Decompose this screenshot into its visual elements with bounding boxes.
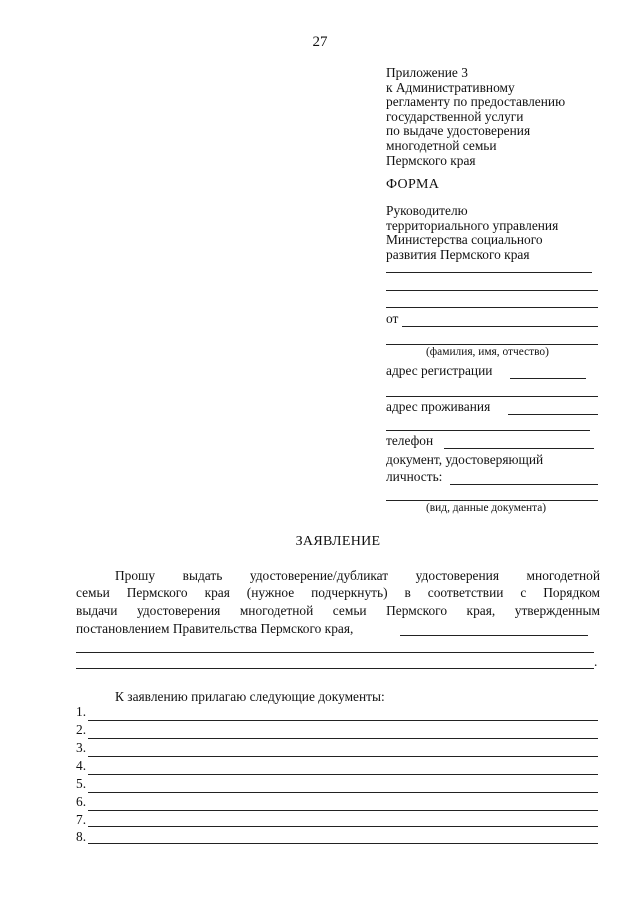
addressee-blank-line[interactable] <box>386 272 592 273</box>
attachment-number: 6. <box>76 794 87 809</box>
statement-field-line-2[interactable] <box>76 668 594 669</box>
id-doc-label-2: личность: <box>386 469 443 484</box>
attachment-number: 2. <box>76 722 87 737</box>
form-title: ФОРМА <box>386 177 440 192</box>
addressee-line: развития Пермского края <box>386 246 530 262</box>
fio-hint: (фамилия, имя, отчество) <box>426 346 549 358</box>
reg-address-field-line-2[interactable] <box>386 396 598 397</box>
statement-line: Прошу выдать удостоверение/дубликат удостоверения многодетной <box>115 568 600 583</box>
live-address-field-line-2[interactable] <box>386 430 590 431</box>
phone-label: телефон <box>386 433 434 448</box>
annex-line: регламенту по предоставлению <box>386 94 566 110</box>
reg-address-label: адрес регистрации <box>386 363 493 378</box>
phone-field-line[interactable] <box>444 448 594 449</box>
from-label: от <box>386 311 399 326</box>
annex-line: государственной услуги <box>386 108 524 124</box>
fio-field-line[interactable] <box>386 344 598 345</box>
statement-end-dot: . <box>594 654 598 669</box>
from-field-line[interactable] <box>402 326 598 327</box>
annex-block <box>386 66 626 168</box>
addressee-line: территориального управления <box>386 217 559 233</box>
resolution-field-line[interactable] <box>400 635 588 636</box>
attachment-number: 7. <box>76 812 87 827</box>
attachments-intro: К заявлению прилагаю следующие документы: <box>115 689 385 704</box>
statement-field-line[interactable] <box>76 652 594 653</box>
attachment-line[interactable] <box>88 826 598 827</box>
attachment-number: 3. <box>76 740 87 755</box>
annex-line: к Административному <box>386 79 515 95</box>
attachment-number: 1. <box>76 704 87 719</box>
attachment-line[interactable] <box>88 843 598 844</box>
annex-line: Приложение 3 <box>386 65 468 80</box>
addressee-line: Министерства социального <box>386 232 543 248</box>
id-doc-field-line[interactable] <box>450 484 598 485</box>
id-doc-label: документ, удостоверяющий <box>386 452 544 467</box>
id-doc-field-line-2[interactable] <box>386 500 598 501</box>
statement-line: семьи Пермского края (нужное подчеркнуть) в соответствии с Порядком <box>76 585 600 600</box>
attachment-number: 4. <box>76 758 87 773</box>
statement-line: постановлением Правительства Пермского края, <box>76 621 354 636</box>
id-doc-hint: (вид, данные документа) <box>426 502 547 514</box>
live-address-label: адрес проживания <box>386 399 491 414</box>
reg-address-field-line[interactable] <box>510 378 586 379</box>
annex-line: по выдаче удостоверения <box>386 123 531 139</box>
attachment-number: 5. <box>76 776 87 791</box>
attachment-line[interactable] <box>88 756 598 757</box>
annex-line: многодетной семьи <box>386 137 497 153</box>
addressee-line: Руководителю <box>386 203 468 218</box>
attachment-line[interactable] <box>88 720 598 721</box>
addressee-block <box>386 204 626 262</box>
attachment-number: 8. <box>76 829 87 844</box>
page-number: 27 <box>312 34 328 50</box>
live-address-field-line[interactable] <box>508 414 598 415</box>
attachment-line[interactable] <box>88 738 598 739</box>
annex-line: Пермского края <box>386 152 476 168</box>
addressee-blank-line[interactable] <box>386 290 598 291</box>
statement-line: выдачи удостоверения многодетной семьи Пермского края, утвержденным <box>76 603 600 618</box>
attachment-line[interactable] <box>88 774 598 775</box>
attachment-line[interactable] <box>88 810 598 811</box>
attachment-line[interactable] <box>88 792 598 793</box>
addressee-blank-line[interactable] <box>386 307 598 308</box>
statement-title: ЗАЯВЛЕНИЕ <box>295 534 381 549</box>
